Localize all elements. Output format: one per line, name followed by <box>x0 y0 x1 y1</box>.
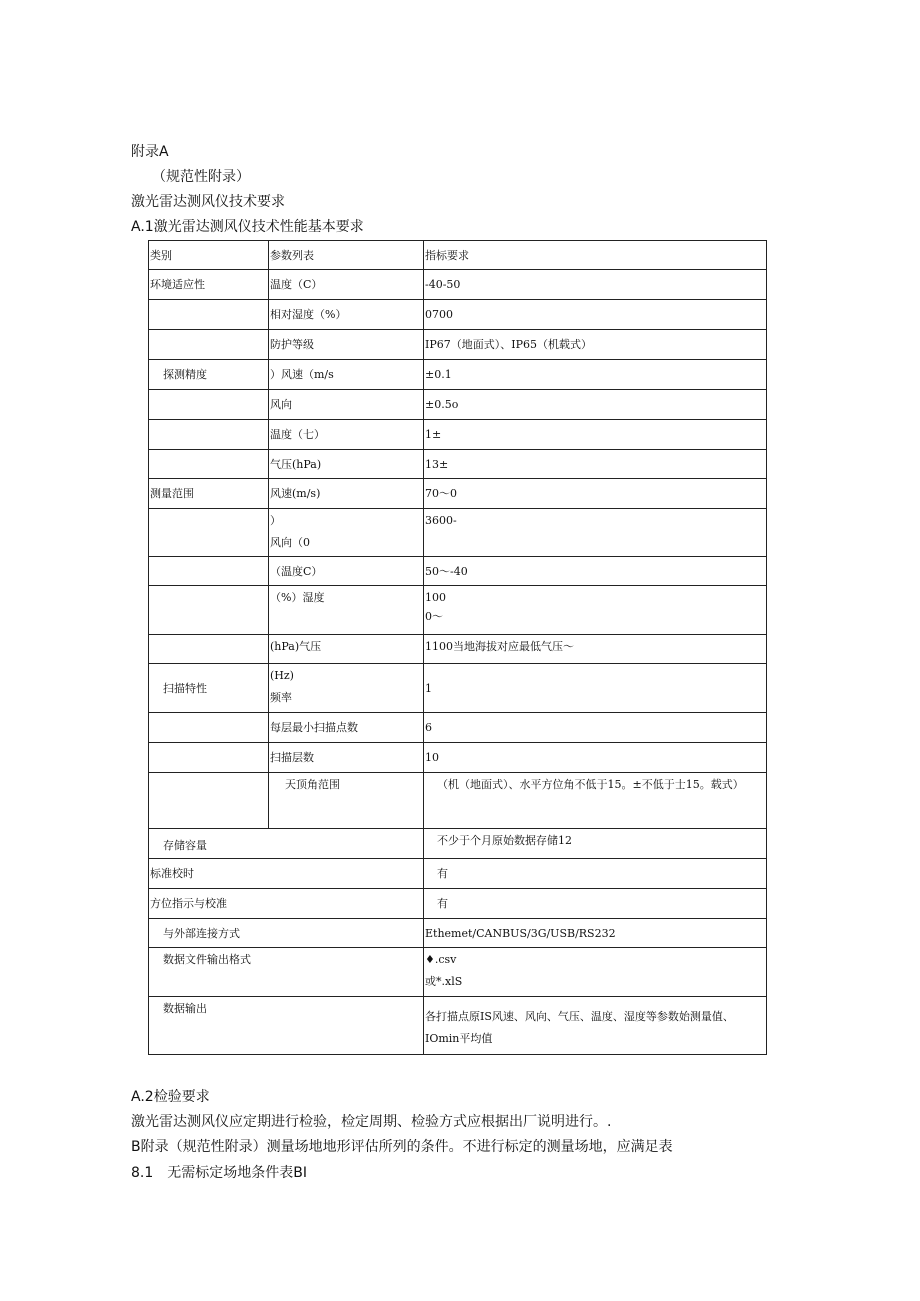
table-row <box>149 330 767 360</box>
table-row <box>149 479 767 509</box>
req-line-2: 或*.xlS <box>425 975 463 988</box>
row-parameter: （温度C） <box>269 557 424 586</box>
table-row <box>149 948 767 997</box>
param-line-2: 频率 <box>270 691 292 704</box>
row-requirement: Ethemet/CANBUS/3G/USB/RS232 <box>424 919 767 948</box>
row-requirement <box>424 997 767 1055</box>
row-category: 存储容量 <box>149 829 424 859</box>
table-row <box>149 919 767 948</box>
row-requirement: 6 <box>424 713 767 743</box>
spec-table <box>148 240 767 1055</box>
row-requirement: IP67（地面式）、IP65（机载式） <box>424 330 767 360</box>
row-category <box>149 450 269 479</box>
row-requirement: 3600- <box>424 509 767 557</box>
table-header-row <box>149 241 767 270</box>
table-row <box>149 743 767 773</box>
row-parameter: 温度（C） <box>269 270 424 300</box>
row-parameter: 气压(hPa) <box>269 450 424 479</box>
header-requirement: 指标要求 <box>424 241 767 270</box>
row-parameter: 风向 <box>269 390 424 420</box>
row-category: 测量范围 <box>149 479 269 509</box>
row-parameter: ）风速（m/s <box>269 360 424 390</box>
row-parameter: 温度（七） <box>269 420 424 450</box>
header-category: 类别 <box>149 241 269 270</box>
row-parameter <box>269 664 424 713</box>
row-parameter: 防护等级 <box>269 330 424 360</box>
table-row <box>149 664 767 713</box>
table-row <box>149 450 767 479</box>
req-line-2: 0～ <box>425 610 443 623</box>
row-requirement: （机（地面式）、水平方位角不低于15。±不低于士15。载式） <box>424 773 767 829</box>
row-requirement: -40-50 <box>424 270 767 300</box>
row-category <box>149 713 269 743</box>
table-row <box>149 509 767 557</box>
table-row <box>149 859 767 889</box>
paragraph-inspection: 激光雷达测风仪应定期进行检验，检定周期、检验方式应根据出厂说明进行。. <box>131 1114 612 1130</box>
param-line-1: (Hz) <box>270 669 294 682</box>
row-category: 与外部连接方式 <box>149 919 424 948</box>
table-row <box>149 300 767 330</box>
table-row <box>149 390 767 420</box>
table-row <box>149 270 767 300</box>
row-category <box>149 743 269 773</box>
param-line-2: 风向（0 <box>270 536 310 549</box>
section-a1-heading: A.1激光雷达测风仪技术性能基本要求 <box>131 219 364 235</box>
row-requirement: 不少于个月原始数据存储12 <box>424 829 767 859</box>
row-requirement: 1 <box>424 664 767 713</box>
row-requirement: ±0.5o <box>424 390 767 420</box>
row-requirement: 50～-40 <box>424 557 767 586</box>
row-parameter: 天顶角范围 <box>269 773 424 829</box>
row-category <box>149 420 269 450</box>
row-category: 数据文件输出格式 <box>149 948 424 997</box>
row-requirement: 有 <box>424 859 767 889</box>
paragraph-table-b1: 8.1 无需标定场地条件表BI <box>131 1165 307 1181</box>
row-category <box>149 509 269 557</box>
appendix-heading: 附录A <box>131 144 169 160</box>
row-requirement: 13± <box>424 450 767 479</box>
row-category: 环境适应性 <box>149 270 269 300</box>
table-row <box>149 557 767 586</box>
row-category <box>149 773 269 829</box>
row-parameter: （%）湿度 <box>269 586 424 635</box>
row-parameter: 扫描层数 <box>269 743 424 773</box>
section-a2-heading: A.2检验要求 <box>131 1089 210 1105</box>
row-requirement: 0700 <box>424 300 767 330</box>
row-requirement: 有 <box>424 889 767 919</box>
row-category: 扫描特性 <box>149 664 269 713</box>
table-row <box>149 360 767 390</box>
row-requirement <box>424 948 767 997</box>
row-requirement <box>424 586 767 635</box>
document-title: 激光雷达测风仪技术要求 <box>131 194 285 210</box>
table-row <box>149 420 767 450</box>
table-row <box>149 713 767 743</box>
req-line-2: IOmin平均值 <box>425 1032 493 1045</box>
row-requirement: ±0.1 <box>424 360 767 390</box>
row-category <box>149 390 269 420</box>
row-parameter: 相对湿度（%） <box>269 300 424 330</box>
req-line-1: 100 <box>425 591 446 604</box>
table-row <box>149 635 767 664</box>
table-row <box>149 773 767 829</box>
req-line-1: ♦.csv <box>425 953 457 966</box>
row-category <box>149 300 269 330</box>
appendix-note: （规范性附录） <box>152 169 250 185</box>
table-row <box>149 889 767 919</box>
row-parameter: 每层最小扫描点数 <box>269 713 424 743</box>
row-category: 数据输出 <box>149 997 424 1055</box>
row-parameter <box>269 509 424 557</box>
paragraph-appendix-b: B附录（规范性附录）测量场地地形评估所列的条件。不进行标定的测量场地，应满足表 <box>131 1139 673 1155</box>
header-parameter: 参数列表 <box>269 241 424 270</box>
row-requirement: 1100当地海拔对应最低气压～ <box>424 635 767 664</box>
row-category <box>149 586 269 635</box>
table-row <box>149 586 767 635</box>
param-line-1: ） <box>270 514 281 527</box>
req-line-1: 各打描点原IS风速、风向、气压、温度、湿度等参数始测量值、 <box>425 1010 734 1023</box>
row-requirement: 1± <box>424 420 767 450</box>
table-row <box>149 829 767 859</box>
row-category <box>149 330 269 360</box>
row-category: 探测精度 <box>149 360 269 390</box>
row-parameter: (hPa)气压 <box>269 635 424 664</box>
row-requirement: 70～0 <box>424 479 767 509</box>
table-row <box>149 997 767 1055</box>
row-category: 方位指示与校准 <box>149 889 424 919</box>
row-category: 标准校时 <box>149 859 424 889</box>
row-parameter: 风速(m/s) <box>269 479 424 509</box>
row-category <box>149 557 269 586</box>
row-category <box>149 635 269 664</box>
row-requirement: 10 <box>424 743 767 773</box>
